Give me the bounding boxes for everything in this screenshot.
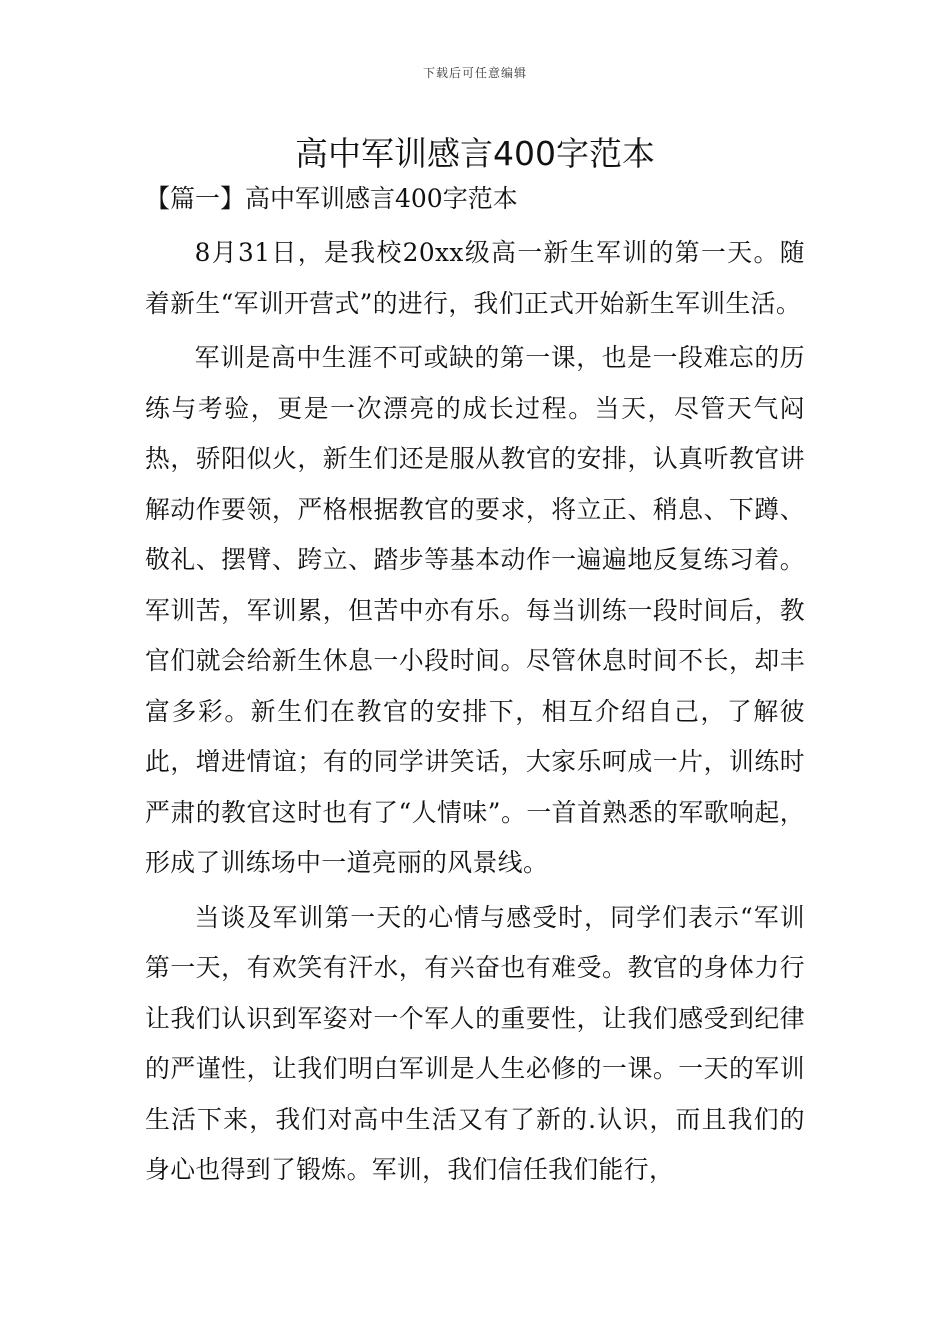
paragraph-1: 8月31日，是我校20xx级高一新生军训的第一天。随着新生“军训开营式”的进行，我们正式开始新生军训生活。 xyxy=(145,238,805,318)
document-title: 高中军训感言400字范本 xyxy=(295,134,655,173)
document-body xyxy=(145,228,805,1200)
header-note: 下载后可任意编辑 xyxy=(422,66,527,80)
section-heading: 【篇一】高中军训感言400字范本 xyxy=(145,184,518,213)
paragraph-3: 当谈及军训第一天的心情与感受时，同学们表示“军训第一天，有欢笑有汗水，有兴奋也有难受。教官的身体力行让我们认识到军姿对一个军人的重要性，让我们感受到纪律的严谨性，让我们明白军训是人生必修的一课。一天的军训生活下来，我们对高中生活又有了新的.认识，而且我们的身心也得到了锻炼。军训，我们信任我们能行， xyxy=(145,902,805,1184)
paragraph-2: 军训是高中生涯不可或缺的第一课，也是一段难忘的历练与考验，更是一次漂亮的成长过程。当天，尽管天气闷热，骄阳似火，新生们还是服从教官的安排，认真听教官讲解动作要领，严格根据教官的要求，将立正、稍息、下蹲、敬礼、摆臂、跨立、踏步等基本动作一遍遍地反复练习着。军训苦，军训累，但苦中亦有乐。每当训练一段时间后，教官们就会给新生休息一小段时间。尽管休息时间不长，却丰富多彩。新生们在教官的安排下，相互介绍自己，了解彼此，增进情谊；有的同学讲笑话，大家乐呵成一片，训练时严肃的教官这时也有了“人情味”。一首首熟悉的军歌响起，形成了训练场中一道亮丽的风景线。 xyxy=(145,343,805,877)
